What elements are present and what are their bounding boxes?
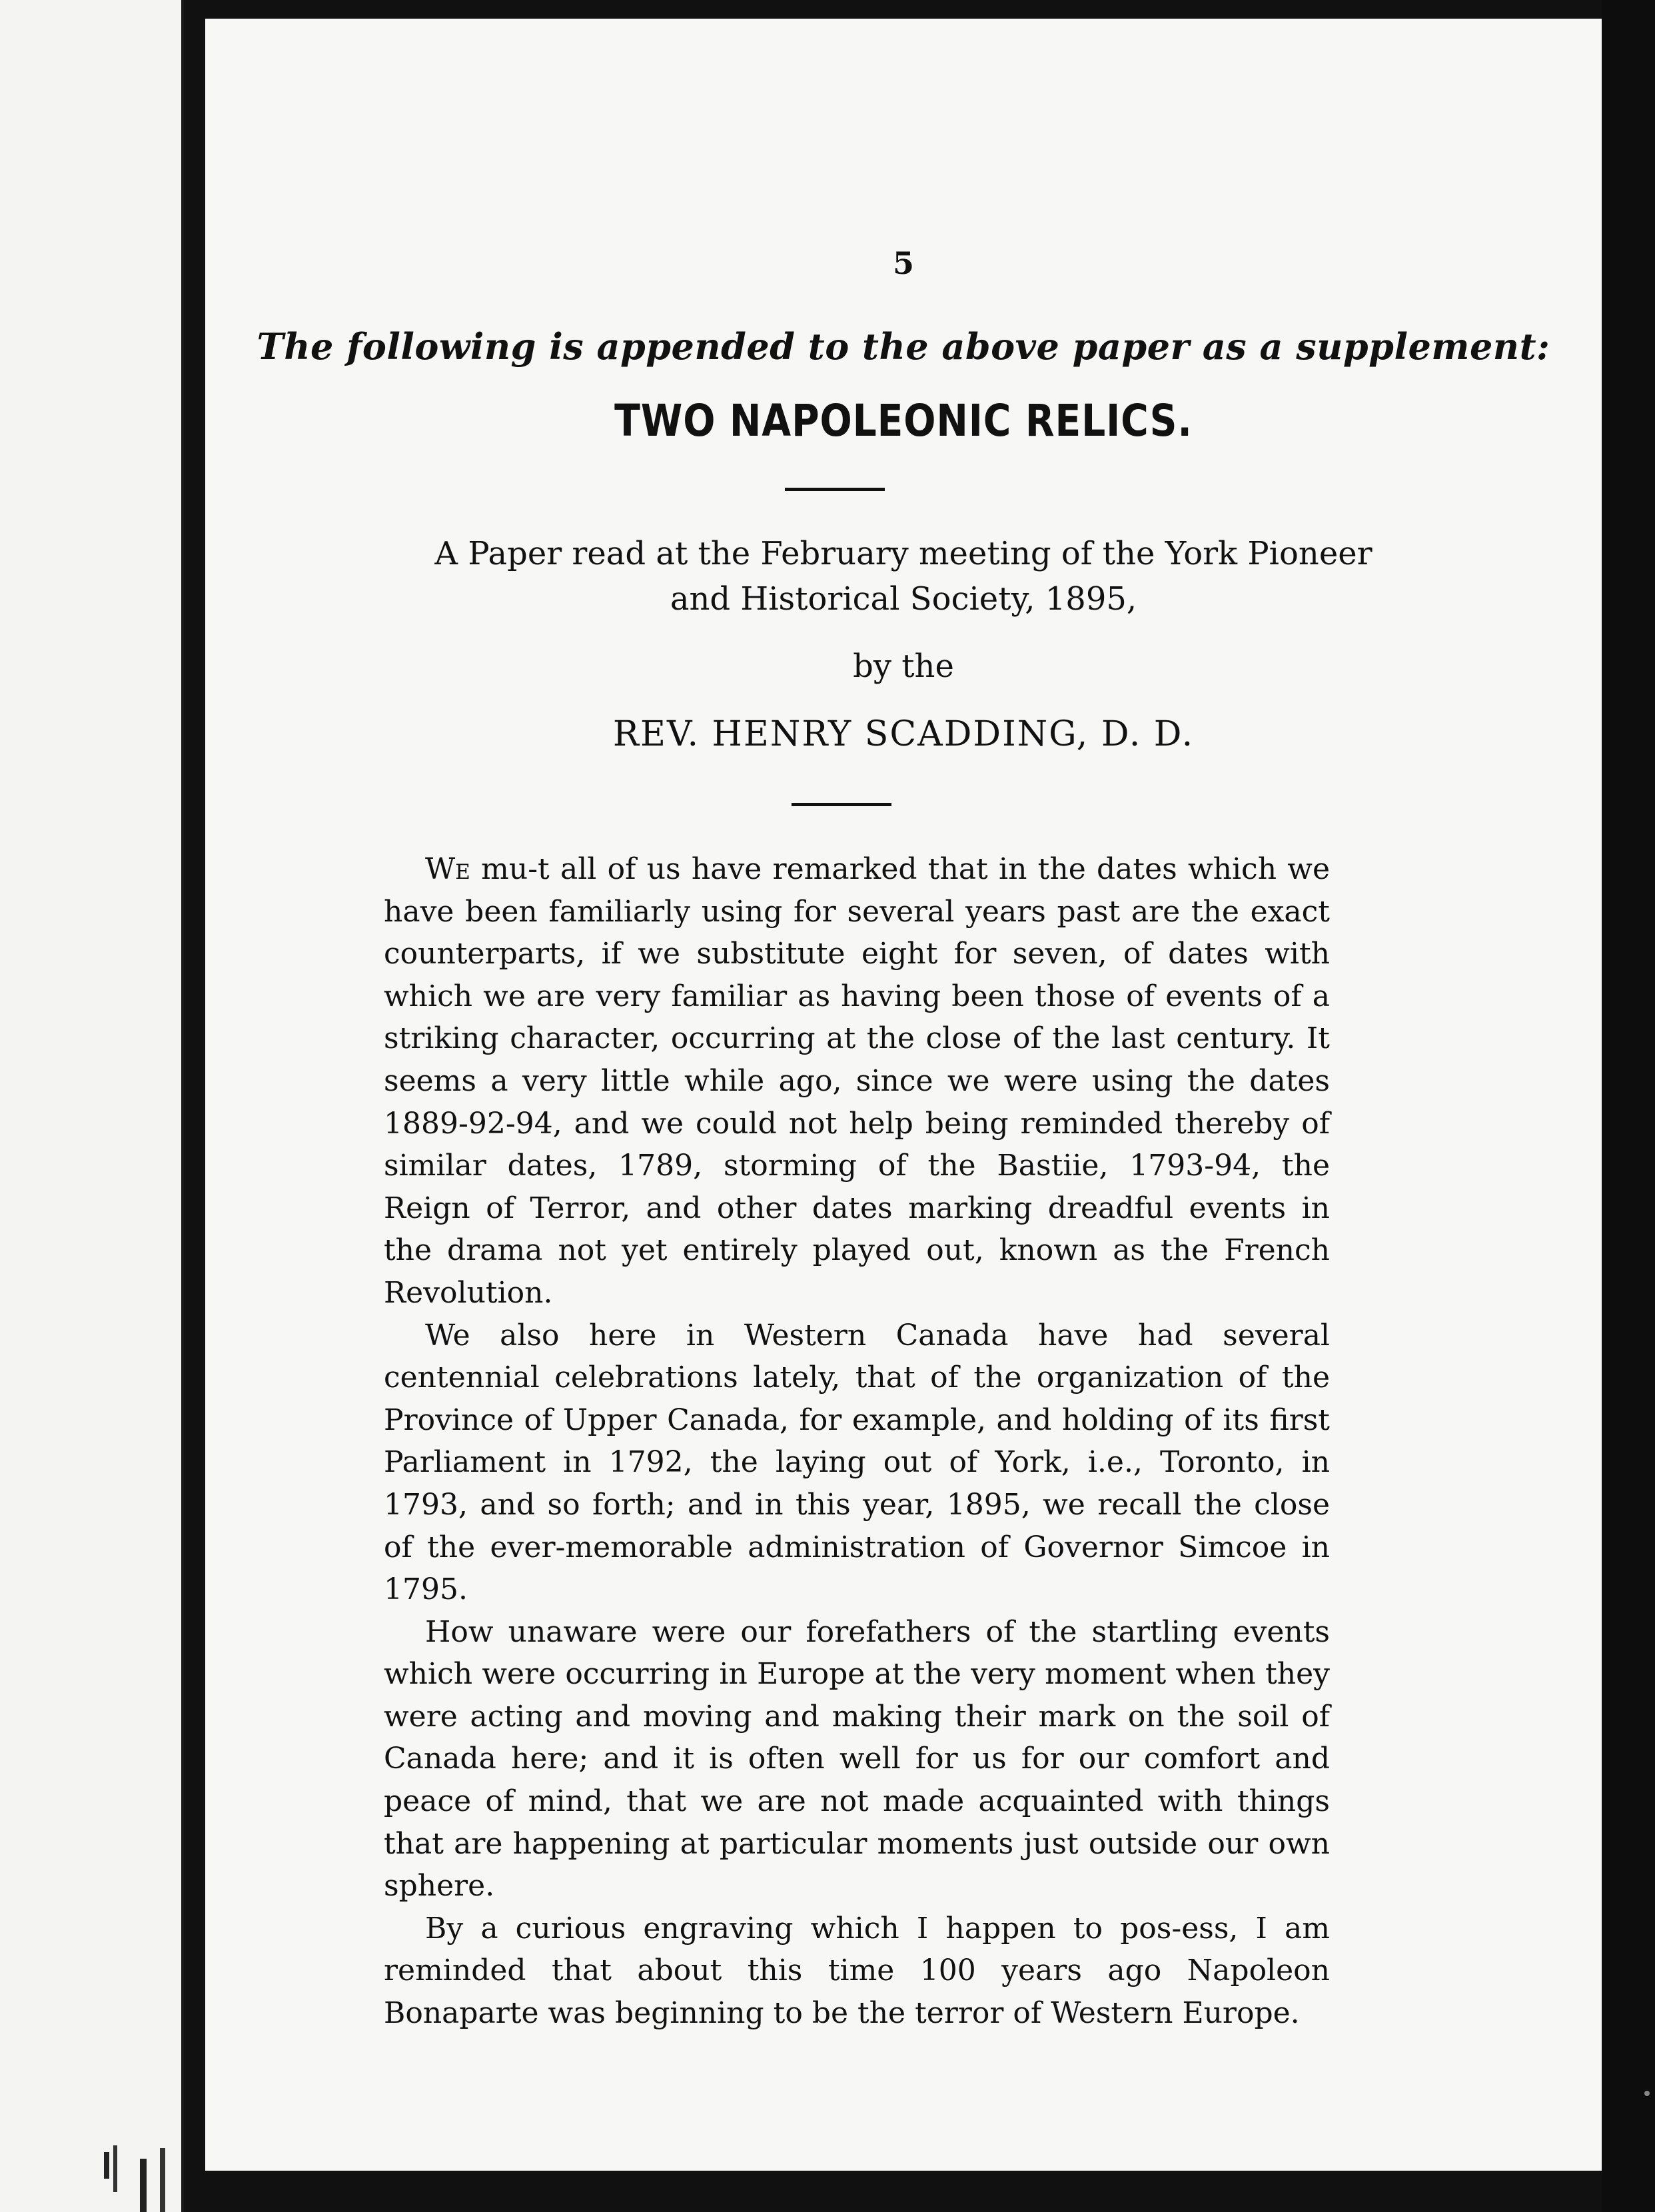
paragraph: How unaware were our forefathers of the startling events which were occurring in Europe at the very moment when they were acting and moving and making their mark on the soil of Canada here; and it is often well for us for our comfort and peace of mind, that we are not made acquainted with things that are happening at particular moments just outside our own sphere. bbox=[384, 1614, 1330, 1904]
divider-rule bbox=[792, 803, 891, 806]
page-title: TWO NAPOLEONIC RELICS. bbox=[614, 395, 1193, 446]
paragraph-lead-word: We bbox=[425, 852, 470, 886]
binding-edge-marks bbox=[100, 2139, 187, 2212]
paragraph: By a curious engraving which I happen to pos-ess, I am reminded that about this time 100 years ago Napoleon Bonaparte was beginning to be the terror of Western Europe. bbox=[384, 1911, 1330, 2031]
divider-rule bbox=[785, 488, 885, 491]
scan-speck bbox=[1644, 2091, 1650, 2096]
byline: by the bbox=[853, 648, 954, 685]
paragraph: We also here in Western Canada have had several centennial celebrations lately, that of the organization of the Province of Upper Canada, for example, and holding of its first Parliament in 1792, the laying out of York, i.e., Toronto, in 1793, and so forth; and in this year, 1895, we recall the close of the ever-memorable administration of Governor Simcoe in 1795. bbox=[384, 1318, 1330, 1607]
scan-border-right bbox=[1602, 0, 1655, 2212]
page-number: 5 bbox=[892, 245, 914, 281]
supplement-note: The following is appended to the above paper as a supplement: bbox=[257, 325, 1550, 368]
author-name: REV. HENRY SCADDING, D. D. bbox=[612, 714, 1195, 754]
subtitle-line: A Paper read at the February meeting of the York Pioneer bbox=[434, 535, 1373, 572]
facing-page-edge bbox=[0, 0, 184, 2212]
document-page bbox=[205, 19, 1602, 2171]
body-text bbox=[384, 848, 1330, 2035]
subtitle-line: and Historical Society, 1895, bbox=[670, 580, 1137, 618]
paragraph-text: mu-t all of us have remarked that in the dates which we have been familiarly using for several years past are the exact counterparts, if we substitute eight for seven, of dates with which we are very familiar as having been those of events of a striking character, occurring at the close of the last century. It seems a very little while ago, since we were using the dates 1889-92-94, and we could not help being reminded thereby of similar dates, 1789, storming of the Bastiie, 1793-94, the Reign of Terror, and other dates marking dreadful events in the drama not yet entirely played out, known as the French Revolution. bbox=[384, 852, 1330, 1310]
paragraph bbox=[384, 848, 1330, 1315]
